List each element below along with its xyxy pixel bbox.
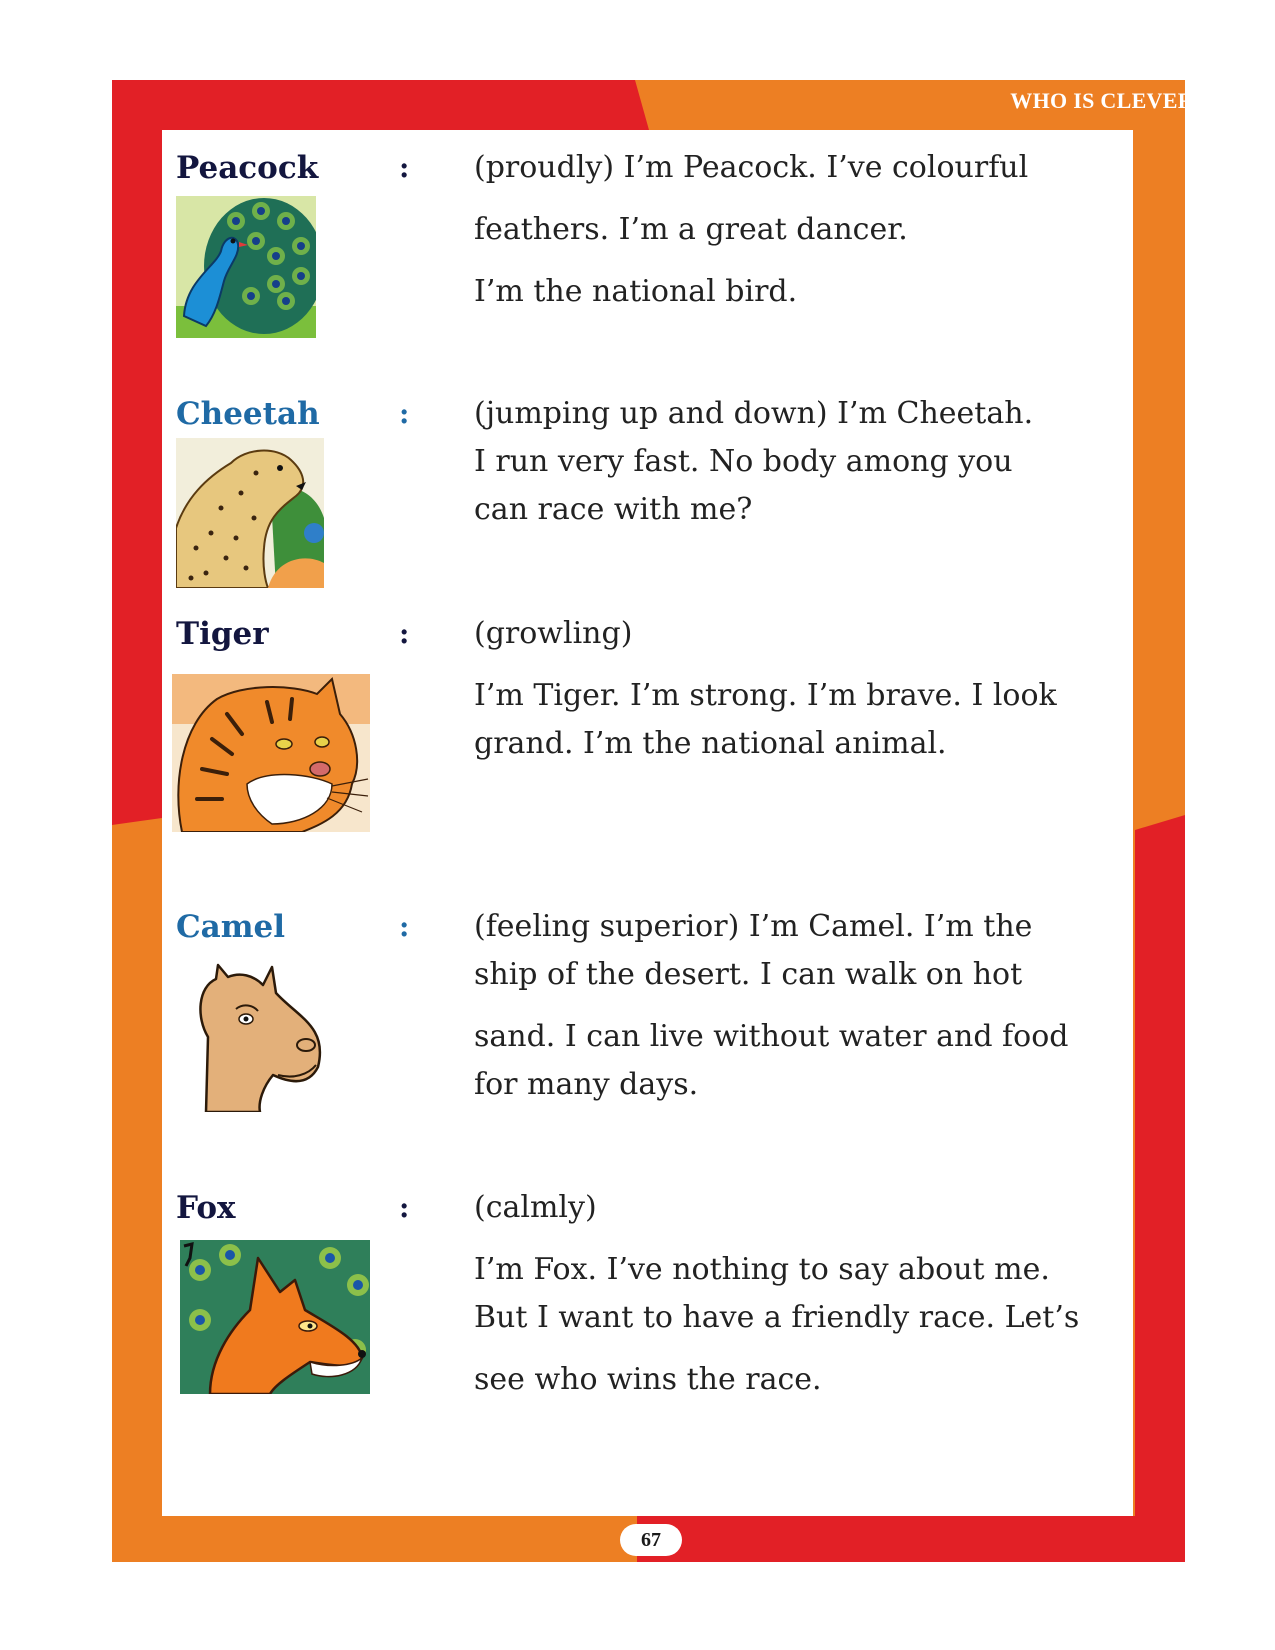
dialogue-line: can race with me?: [474, 492, 753, 527]
colon-separator: :: [399, 151, 410, 184]
colon-separator: :: [399, 910, 410, 943]
page-number: 67: [620, 1524, 682, 1556]
dialogue-line: (feeling superior) I’m Camel. I’m the: [474, 909, 1033, 944]
fox-picture: [180, 1240, 370, 1394]
dialogue-line: see who wins the race.: [474, 1362, 822, 1397]
dialogue-line: (proudly) I’m Peacock. I’ve colourful: [474, 150, 1029, 185]
content-panel: [162, 130, 1133, 1516]
cheetah-picture: [176, 438, 324, 588]
dialogue-line: (jumping up and down) I’m Cheetah.: [474, 396, 1034, 431]
colon-separator: :: [399, 397, 410, 430]
character-name: Camel: [176, 909, 286, 945]
dialogue-line: (calmly): [474, 1190, 597, 1225]
camel-picture: [178, 957, 328, 1112]
character-name: Fox: [176, 1190, 236, 1226]
dialogue-line: ship of the desert. I can walk on hot: [474, 957, 1023, 992]
colon-separator: :: [399, 1191, 410, 1224]
tiger-picture: [172, 674, 370, 832]
dialogue-line: for many days.: [474, 1067, 699, 1102]
dialogue-line: grand. I’m the national animal.: [474, 726, 947, 761]
character-name: Cheetah: [176, 396, 320, 432]
dialogue-line: sand. I can live without water and food: [474, 1019, 1069, 1054]
dialogue-line: But I want to have a friendly race. Let’s: [474, 1300, 1080, 1335]
dialogue-line: I’m Fox. I’ve nothing to say about me.: [474, 1252, 1050, 1287]
dialogue-line: feathers. I’m a great dancer.: [474, 212, 908, 247]
chapter-title: WHO IS CLEVER ?: [1010, 88, 1211, 113]
peacock-picture: [176, 196, 316, 338]
dialogue-line: I run very fast. No body among you: [474, 444, 1013, 479]
character-name: Peacock: [176, 150, 319, 186]
colon-separator: :: [399, 617, 410, 650]
dialogue-line: I’m the national bird.: [474, 274, 798, 309]
dialogue-line: I’m Tiger. I’m strong. I’m brave. I look: [474, 678, 1057, 713]
character-name: Tiger: [176, 616, 269, 652]
dialogue-line: (growling): [474, 616, 633, 651]
